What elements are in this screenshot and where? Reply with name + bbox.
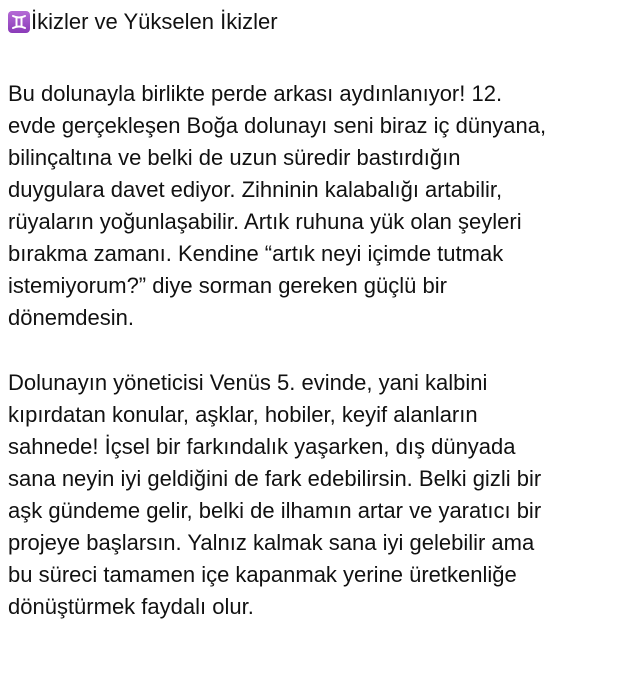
text-line: sahnede! İçsel bir farkındalık yaşarken, dış dünyada xyxy=(8,434,516,459)
text-line: sana neyin iyi geldiğini de fark edebilirsin. Belki gizli bir xyxy=(8,466,542,491)
text-line: bilinçaltına ve belki de uzun süredir bastırdığın xyxy=(8,145,461,170)
paragraph-2 xyxy=(8,367,541,623)
paragraph-1 xyxy=(8,78,546,334)
text-line: aşk gündeme gelir, belki de ilhamın artar ve yaratıcı bir xyxy=(8,498,542,523)
heading-text: İkizler ve Yükselen İkizler xyxy=(31,9,278,34)
text-line: kıpırdatan konular, aşklar, hobiler, keyif alanların xyxy=(8,402,478,427)
text-line: Bu dolunayla birlikte perde arkası aydınlanıyor! 12. xyxy=(8,81,503,106)
text-line: bu süreci tamamen içe kapanmak yerine üretkenliğe xyxy=(8,562,517,587)
text-line: dönüştürmek faydalı olur. xyxy=(8,594,254,619)
text-line: rüyaların yoğunlaşabilir. Artık ruhuna yük olan şeyleri xyxy=(8,209,522,234)
text-line: dönemdesin. xyxy=(8,305,134,330)
heading xyxy=(8,8,278,36)
text-line: bırakma zamanı. Kendine “artık neyi içimde tutmak xyxy=(8,241,504,266)
text-line: evde gerçekleşen Boğa dolunayı seni biraz iç dünyana, xyxy=(8,113,547,138)
text-line: duygulara davet ediyor. Zihninin kalabalığı artabilir, xyxy=(8,177,503,202)
text-line: projeye başlarsın. Yalnız kalmak sana iyi gelebilir ama xyxy=(8,530,535,555)
text-line: istemiyorum?” diye sorman gereken güçlü bir xyxy=(8,273,447,298)
text-line: Dolunayın yöneticisi Venüs 5. evinde, yani kalbini xyxy=(8,370,488,395)
gemini-zodiac-icon xyxy=(8,11,30,33)
